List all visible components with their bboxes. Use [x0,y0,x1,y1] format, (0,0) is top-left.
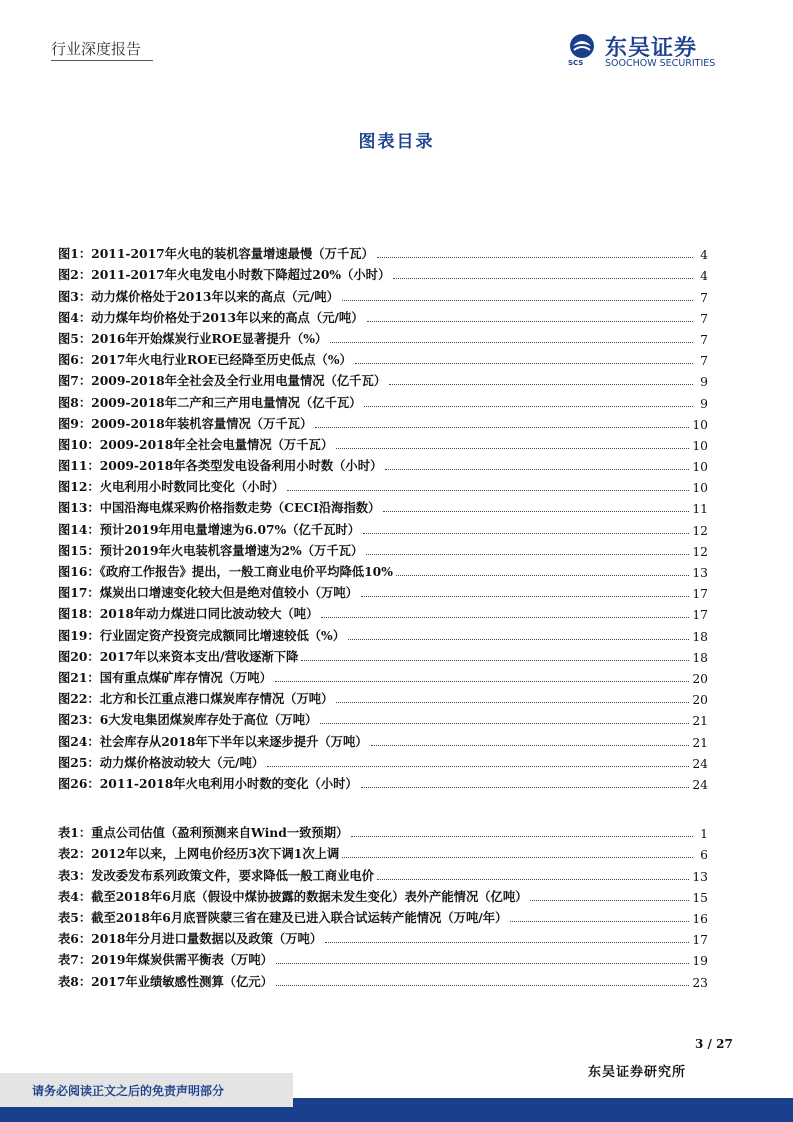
dot-leader [287,490,689,491]
figure-entry-page: 7 [700,354,708,369]
table-entry-page: 23 [692,975,708,990]
figure-entry[interactable] [58,622,708,643]
logo-english-name: SOOCHOW SECURITIES [605,58,716,69]
figure-entry[interactable] [58,686,708,707]
header-underline [51,60,153,61]
dot-leader [371,745,690,746]
logo-chinese-name: 东吴证券 [605,36,698,61]
figure-entry-page: 17 [692,608,708,623]
figure-entry-page: 24 [692,777,708,792]
dot-leader [393,278,693,279]
figure-entry[interactable] [58,432,708,453]
table-entry-label: 表2：2012年以来，上网电价经历3次下调1次上调 [58,846,340,862]
table-entry[interactable] [58,884,708,905]
figure-entry-page: 20 [692,671,708,686]
dot-leader [396,575,689,576]
table-entry-label: 表6：2018年分月进口量数据以及政策（万吨） [58,931,323,947]
figure-entry-page: 10 [692,481,708,496]
figure-entry-label: 图12：火电利用小时数同比变化（小时） [58,479,285,495]
figure-entry-page: 21 [692,714,708,729]
table-entry-page: 6 [700,848,708,863]
soochow-logo [565,33,735,73]
figure-entry-label: 图13：中国沿海电煤采购价格指数走势（CECI沿海指数） [58,500,381,516]
table-entry[interactable] [58,905,708,926]
table-entry[interactable] [58,947,708,968]
figure-entry-label: 图16：《政府工作报告》提出，一般工商业电价平均降低10% [58,564,393,579]
dot-leader [361,596,689,597]
figure-entry[interactable] [58,538,708,559]
figure-entry-page: 10 [692,417,708,432]
figure-entry-label: 图10：2009-2018年全社会电量情况（万千瓦） [58,436,334,452]
figure-entry[interactable] [58,771,708,792]
dot-leader [276,963,689,964]
dot-leader [301,660,689,661]
figure-entry[interactable] [58,495,708,516]
dot-leader [377,879,689,880]
figure-entry[interactable] [58,516,708,537]
figure-entry[interactable] [58,389,708,410]
dot-leader [510,921,689,922]
figure-entry-page: 4 [700,248,708,263]
disclaimer-box [0,1073,293,1107]
dot-leader [276,985,689,986]
dot-leader [364,406,693,407]
figure-entry-page: 4 [700,269,708,284]
dot-leader [348,639,689,640]
dot-leader [377,257,693,258]
dot-leader [315,427,689,428]
dot-leader [336,448,689,449]
figure-entry-label: 图11：2009-2018年各类型发电设备利用小时数（小时） [58,458,383,474]
institute-name: 东吴证券研究所 [588,1065,687,1080]
figure-entry-page: 13 [692,566,708,580]
table-entry-label: 表8：2017年业绩敏感性测算（亿元） [58,973,273,989]
figure-entry-label: 图20：2017年以来资本支出/营收逐渐下降 [58,648,299,664]
figure-entry[interactable] [58,474,708,495]
figure-entry[interactable] [58,305,708,326]
figure-index [58,241,708,792]
disclaimer-text: 请务必阅读正文之后的免责声明部分 [32,1084,225,1098]
figure-entry-page: 9 [700,396,708,411]
figure-entry[interactable] [58,644,708,665]
table-entry-page: 13 [692,869,708,884]
logo-abbr: SCS [568,59,584,67]
figure-entry[interactable] [58,580,708,601]
table-entry[interactable] [58,862,708,883]
table-entry-page: 17 [692,933,708,948]
table-entry-page: 19 [692,954,708,969]
figure-entry-label: 图17：煤炭出口增速变化较大但是绝对值较小（万吨） [58,585,358,601]
figure-entry-page: 20 [692,693,708,708]
figure-entry-page: 10 [692,460,708,475]
figure-entry-page: 7 [700,332,708,347]
dot-leader [363,533,689,534]
table-entry-page: 1 [700,827,708,842]
table-entry-page: 15 [692,890,708,905]
figure-entry-page: 12 [692,544,708,559]
table-entry-label: 表5：截至2018年6月底晋陕蒙三省在建及已进入联合试运转产能情况（万吨/年） [58,909,508,925]
table-index [58,820,708,990]
dot-leader [267,766,689,767]
figure-entry-label: 图24：社会库存从2018年下半年以来逐步提升（万吨） [58,733,368,749]
dot-leader [330,342,693,343]
figure-entry-page: 21 [692,735,708,750]
table-entry-label: 表1：重点公司估值（盈利预测来自Wind一致预期） [58,825,349,841]
dot-leader [389,384,693,385]
dot-leader [320,723,689,724]
figure-entry-label: 图2：2011-2017年火电发电小时数下降超过20%（小时） [58,267,391,283]
figure-entry-label: 图23：6大发电集团煤炭库存处于高位（万吨） [58,712,318,728]
figure-entry[interactable] [58,601,708,622]
figure-entry[interactable] [58,411,708,432]
figure-entry[interactable] [58,750,708,771]
figure-entry[interactable] [58,559,708,580]
dot-leader [325,942,689,943]
figure-entry-label: 图9：2009-2018年装机容量情况（万千瓦） [58,415,313,431]
table-entry-label: 表3：发改委发布系列政策文件，要求降低一般工商业电价 [58,867,374,883]
figure-entry-label: 图8：2009-2018年二产和三产用电量情况（亿千瓦） [58,394,362,410]
figure-entry[interactable] [58,728,708,749]
figure-entry-label: 图5：2016年开始煤炭行业ROE显著提升（%） [58,330,328,346]
table-entry-label: 表4：截至2018年6月底（假设中煤协披露的数据未发生变化）表外产能情况（亿吨） [58,888,528,904]
figure-entry-page: 24 [692,756,708,771]
figure-entry-label: 图22：北方和长江重点港口煤炭库存情况（万吨） [58,691,334,707]
dot-leader [355,363,693,364]
figure-entry[interactable] [58,326,708,347]
figure-entry[interactable] [58,707,708,728]
figure-entry-label: 图19：行业固定资产投资完成额同比增速较低（%） [58,627,346,643]
dot-leader [342,300,693,301]
figure-entry-label: 图6：2017年火电行业ROE已经降至历史低点（%） [58,352,352,368]
table-entry[interactable] [58,841,708,862]
figure-entry-page: 10 [692,438,708,453]
figure-entry[interactable] [58,368,708,389]
figure-entry-label: 图14：预计2019年用电量增速为6.07%（亿千瓦时） [58,521,361,537]
table-entry[interactable] [58,820,708,841]
figure-entry-label: 图25：动力煤价格波动较大（元/吨） [58,754,265,770]
dot-leader [383,511,689,512]
figure-entry-page: 17 [692,587,708,602]
dot-leader [351,836,693,837]
figure-entry-page: 18 [692,650,708,665]
figure-entry-label: 图18：2018年动力煤进口同比波动较大（吨） [58,606,319,622]
dot-leader [385,469,689,470]
figure-entry-label: 图21：国有重点煤矿库存情况（万吨） [58,669,272,685]
figure-entry-label: 图26：2011-2018年火电利用小时数的变化（小时） [58,775,358,791]
figure-entry[interactable] [58,283,708,304]
figure-entry-label: 图3：动力煤价格处于2013年以来的高点（元/吨） [58,288,339,304]
figure-entry-label: 图1：2011-2017年火电的装机容量增速最慢（万千瓦） [58,246,374,262]
figure-entry-label: 图7：2009-2018年全社会及全行业用电量情况（亿千瓦） [58,373,387,389]
dot-leader [275,681,689,682]
figure-entry[interactable] [58,347,708,368]
dot-leader [342,857,693,858]
figure-entry-page: 7 [700,311,708,326]
table-entry[interactable] [58,926,708,947]
table-entry-label: 表7：2019年煤炭供需平衡表（万吨） [58,952,273,968]
dot-leader [367,321,693,322]
figure-entry[interactable] [58,241,708,262]
figure-entry-label: 图15：预计2019年火电装机容量增速为2%（万千瓦） [58,542,364,558]
figure-entry-page: 9 [700,375,708,390]
figure-entry-page: 18 [692,629,708,644]
figure-entry-page: 7 [700,290,708,305]
figure-entry-page: 11 [692,502,708,517]
dot-leader [530,900,689,901]
figure-entry[interactable] [58,262,708,283]
dot-leader [366,554,689,555]
figure-entry-page: 12 [692,523,708,538]
report-type-label: 行业深度报告 [51,40,142,58]
figure-entry-label: 图4：动力煤年均价格处于2013年以来的高点（元/吨） [58,309,364,325]
figure-entry[interactable] [58,453,708,474]
dot-leader [361,787,690,788]
table-entry-page: 16 [692,911,708,926]
dot-leader [321,617,689,618]
dot-leader [336,702,689,703]
page-number: 3 / 27 [695,1037,733,1051]
table-entry[interactable] [58,968,708,989]
figure-entry[interactable] [58,665,708,686]
page-title: 图表目录 [358,132,435,152]
